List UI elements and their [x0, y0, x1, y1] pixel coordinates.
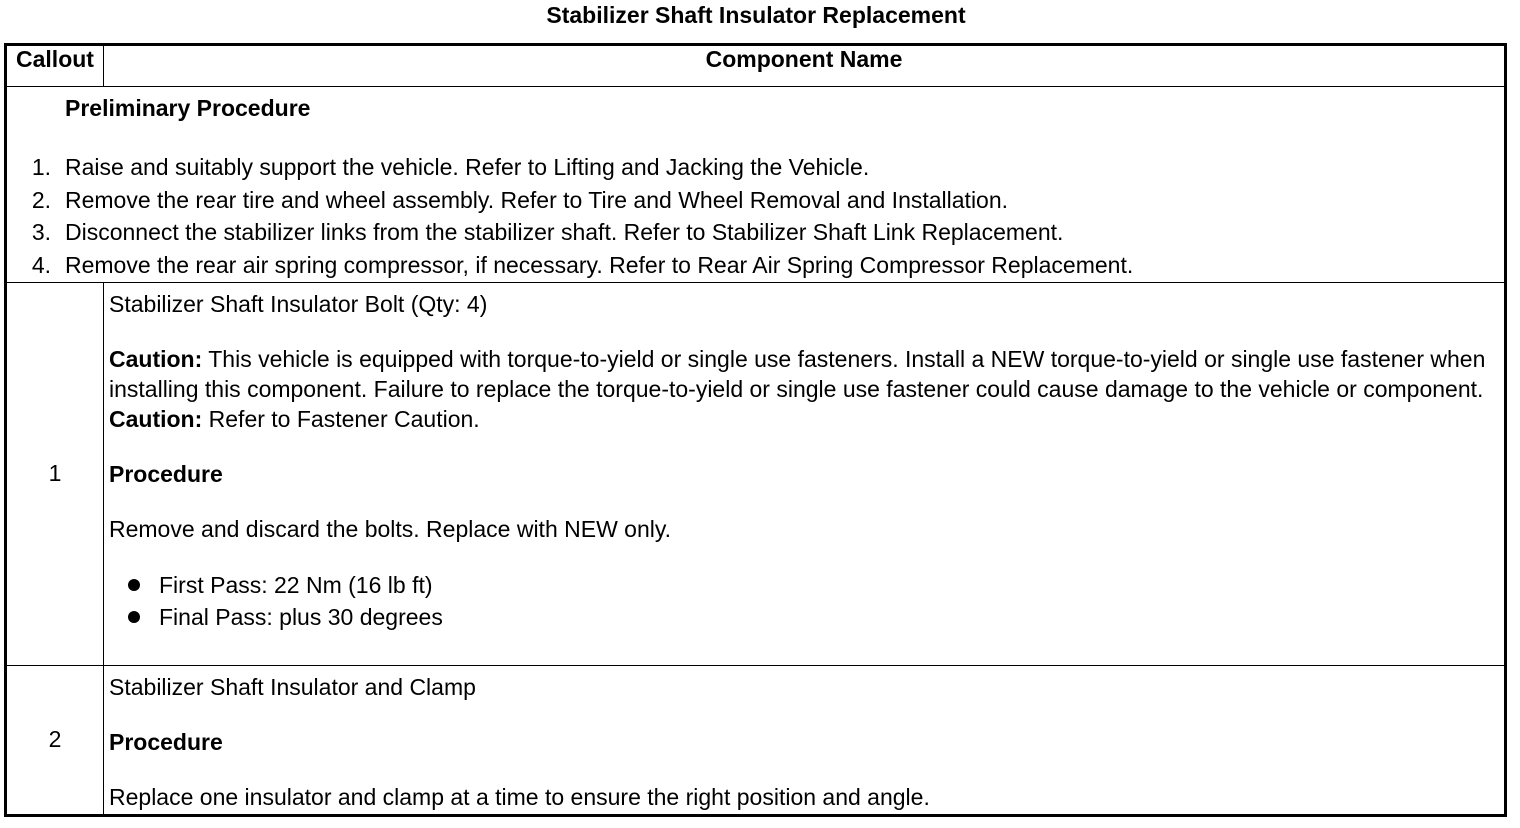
caution-text: Refer to Fastener Caution.	[202, 405, 480, 432]
bullet-icon	[128, 611, 140, 623]
table-row	[6, 282, 1506, 665]
procedure-text: Remove and discard the bolts. Replace with NEW only.	[109, 515, 672, 542]
document-title: Stabilizer Shaft Insulator Replacement	[546, 2, 966, 28]
procedure-heading: Procedure	[109, 728, 223, 755]
preliminary-step	[7, 249, 1504, 282]
list-item	[109, 601, 1494, 634]
procedure-heading: Procedure	[109, 460, 223, 487]
procedure-text: Replace one insulator and clamp at a time to ensure the right position and angle.	[109, 783, 930, 810]
table-header-row	[6, 45, 1506, 87]
step-number: 1.	[31, 154, 51, 180]
preliminary-step	[7, 184, 1504, 217]
torque-spec-list	[109, 569, 1494, 634]
procedure-table	[4, 43, 1507, 817]
step-text: Remove the rear air spring compressor, if necessary. Refer to Rear Air Spring Compressor Replacement.	[65, 252, 1134, 279]
bullet-icon	[128, 579, 140, 591]
preliminary-cell	[6, 87, 1506, 283]
callout-number: 1	[6, 282, 104, 665]
step-number: 2.	[31, 186, 51, 213]
preliminary-heading: Preliminary Procedure	[65, 95, 311, 121]
table-row	[6, 665, 1506, 815]
caution-label: Caution:	[109, 405, 203, 432]
caution-label: Caution:	[109, 345, 203, 372]
callout-column-header: Callout	[6, 45, 104, 87]
component-name: Stabilizer Shaft Insulator Bolt (Qty: 4)	[109, 290, 488, 317]
step-text: Remove the rear tire and wheel assembly. Refer to Tire and Wheel Removal and Installation.	[65, 186, 1009, 213]
component-description	[104, 665, 1506, 815]
component-name-column-header: Component Name	[104, 45, 1506, 87]
list-item	[109, 569, 1494, 602]
caution-note	[109, 344, 1494, 404]
callout-number: 2	[6, 665, 104, 815]
step-number: 3.	[31, 219, 51, 246]
preliminary-step	[7, 151, 1504, 184]
caution-text: This vehicle is equipped with torque-to-yield or single use fasteners. Install a NEW torque-to-yield or single use fastener when installing this component. Failure to replace the torque-to-yield or single use fastener could cause damage to the vehicle or component.	[109, 345, 1486, 402]
preliminary-step	[7, 216, 1504, 249]
preliminary-row	[6, 87, 1506, 283]
preliminary-steps	[7, 151, 1504, 282]
step-text: Raise and suitably support the vehicle. Refer to Lifting and Jacking the Vehicle.	[65, 154, 870, 180]
step-number: 4.	[31, 252, 51, 279]
component-name: Stabilizer Shaft Insulator and Clamp	[109, 673, 476, 700]
bullet-text: First Pass: 22 Nm (16 lb ft)	[159, 571, 433, 598]
bullet-text: Final Pass: plus 30 degrees	[159, 604, 443, 631]
caution-note	[109, 404, 1494, 434]
step-text: Disconnect the stabilizer links from the stabilizer shaft. Refer to Stabilizer Shaft Link Replacement.	[65, 219, 1064, 246]
component-description	[104, 282, 1506, 665]
